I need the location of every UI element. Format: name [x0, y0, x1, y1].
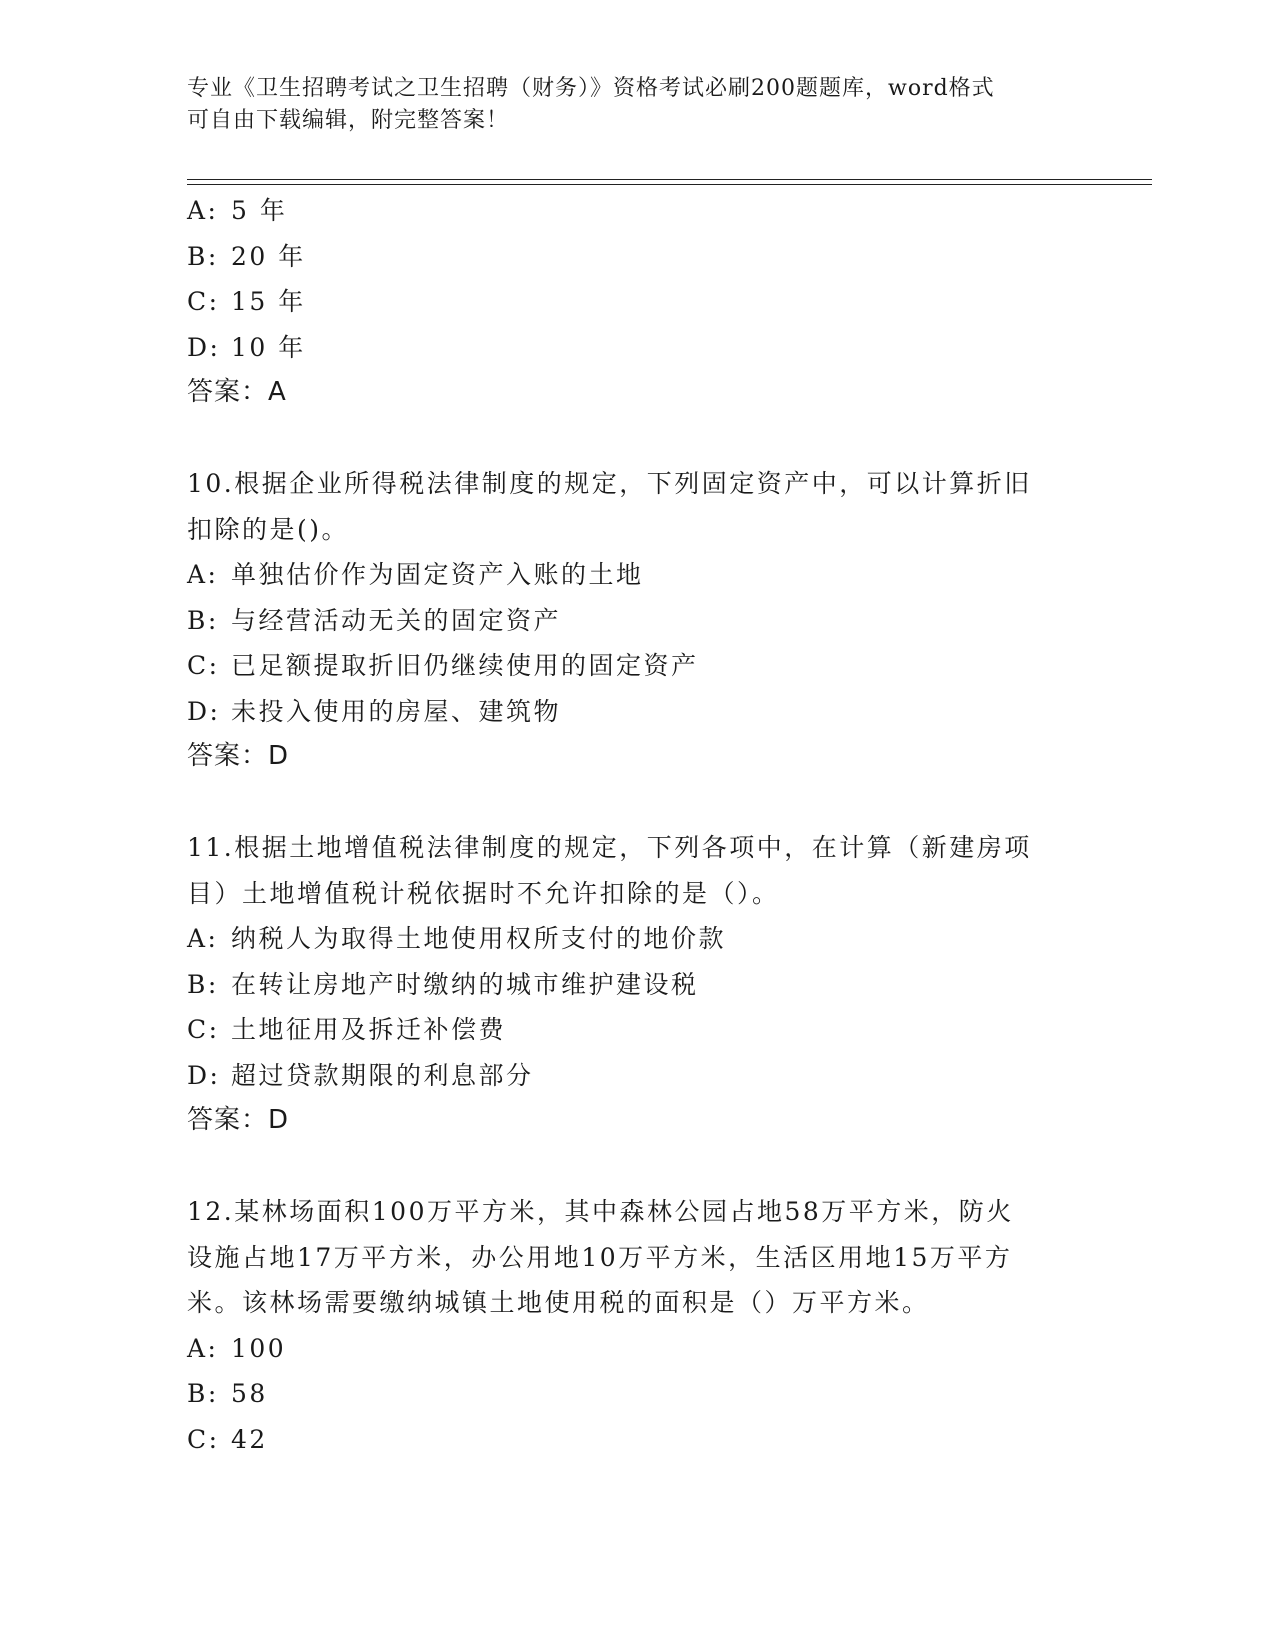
option-c	[187, 643, 1087, 689]
question-11-block	[187, 825, 1087, 1144]
option-text: 20 年	[231, 241, 306, 271]
option-b	[187, 598, 1087, 644]
question-stem: 12.某林场面积100万平方米，其中森林公园占地58万平方米，防火	[187, 1197, 1014, 1226]
question-stem: 目）土地增值税计税依据时不允许扣除的是（）。	[187, 878, 780, 908]
option-a	[187, 916, 1087, 962]
option-c	[187, 1417, 1087, 1463]
option-text: 超过贷款期限的利息部分	[231, 1060, 534, 1090]
option-text: 土地征用及拆迁补偿费	[231, 1015, 507, 1044]
option-label: C:	[187, 1015, 220, 1044]
option-text: 15 年	[231, 287, 306, 316]
option-d	[187, 689, 1087, 735]
option-a	[187, 552, 1087, 598]
document-header	[187, 73, 1067, 137]
option-label: D:	[187, 696, 221, 726]
question-stem: 11.根据土地增值税法律制度的规定，下列各项中，在计算（新建房项	[187, 833, 1032, 862]
option-text: 与经营活动无关的固定资产	[231, 605, 562, 635]
spacer	[187, 780, 1087, 826]
option-text: 未投入使用的房屋、建筑物	[231, 696, 562, 726]
option-text: 58	[231, 1379, 268, 1408]
question-stem: 10.根据企业所得税法律制度的规定，下列固定资产中，可以计算折旧	[187, 469, 1032, 498]
option-label: B:	[187, 1379, 219, 1408]
option-d	[187, 325, 1087, 371]
option-label: A:	[187, 196, 219, 225]
header-title-line-1: 专业《卫生招聘考试之卫生招聘（财务）》资格考试必刷200题题库，word格式	[187, 76, 995, 101]
option-b	[187, 234, 1087, 280]
option-label: C:	[187, 1424, 220, 1454]
header-divider-bottom	[187, 184, 1152, 185]
answer-line: 答案：A	[187, 377, 287, 407]
option-text: 100	[231, 1333, 287, 1363]
question-10-block	[187, 461, 1087, 780]
option-label: C:	[187, 287, 220, 316]
question-stem: 扣除的是()。	[187, 514, 350, 544]
question-9-block	[187, 188, 1087, 416]
option-label: D:	[187, 1060, 221, 1090]
option-c	[187, 279, 1087, 325]
option-label: B:	[187, 969, 219, 999]
option-text: 在转让房地产时缴纳的城市维护建设税	[231, 969, 699, 999]
option-label: A:	[187, 1333, 219, 1363]
option-label: B:	[187, 241, 219, 271]
spacer	[187, 416, 1087, 462]
question-12-block	[187, 1189, 1087, 1462]
spacer	[187, 1144, 1087, 1190]
option-text: 42	[231, 1424, 268, 1454]
option-label: D:	[187, 332, 221, 362]
option-label: C:	[187, 651, 220, 680]
option-label: B:	[187, 605, 219, 635]
answer-line: 答案：D	[187, 741, 290, 771]
option-label: A:	[187, 924, 219, 953]
header-divider-top	[187, 179, 1152, 180]
option-a	[187, 1326, 1087, 1372]
option-b	[187, 1371, 1087, 1417]
option-text: 5 年	[231, 196, 288, 225]
option-a	[187, 188, 1087, 234]
question-stem: 米。该林场需要缴纳城镇土地使用税的面积是（）万平方米。	[187, 1288, 930, 1317]
question-stem: 设施占地17万平方米，办公用地10万平方米，生活区用地15万平方	[187, 1242, 1013, 1272]
option-d	[187, 1053, 1087, 1099]
option-text: 已足额提取折旧仍继续使用的固定资产	[231, 651, 699, 680]
document-body	[187, 188, 1087, 1462]
answer-line: 答案：D	[187, 1105, 290, 1135]
option-text: 单独估价作为固定资产入账的土地	[231, 560, 644, 589]
header-title-line-2: 可自由下载编辑，附完整答案！	[187, 108, 510, 133]
option-text: 纳税人为取得土地使用权所支付的地价款	[231, 924, 727, 953]
option-c	[187, 1007, 1087, 1053]
option-text: 10 年	[231, 332, 306, 362]
option-label: A:	[187, 560, 219, 589]
option-b	[187, 962, 1087, 1008]
